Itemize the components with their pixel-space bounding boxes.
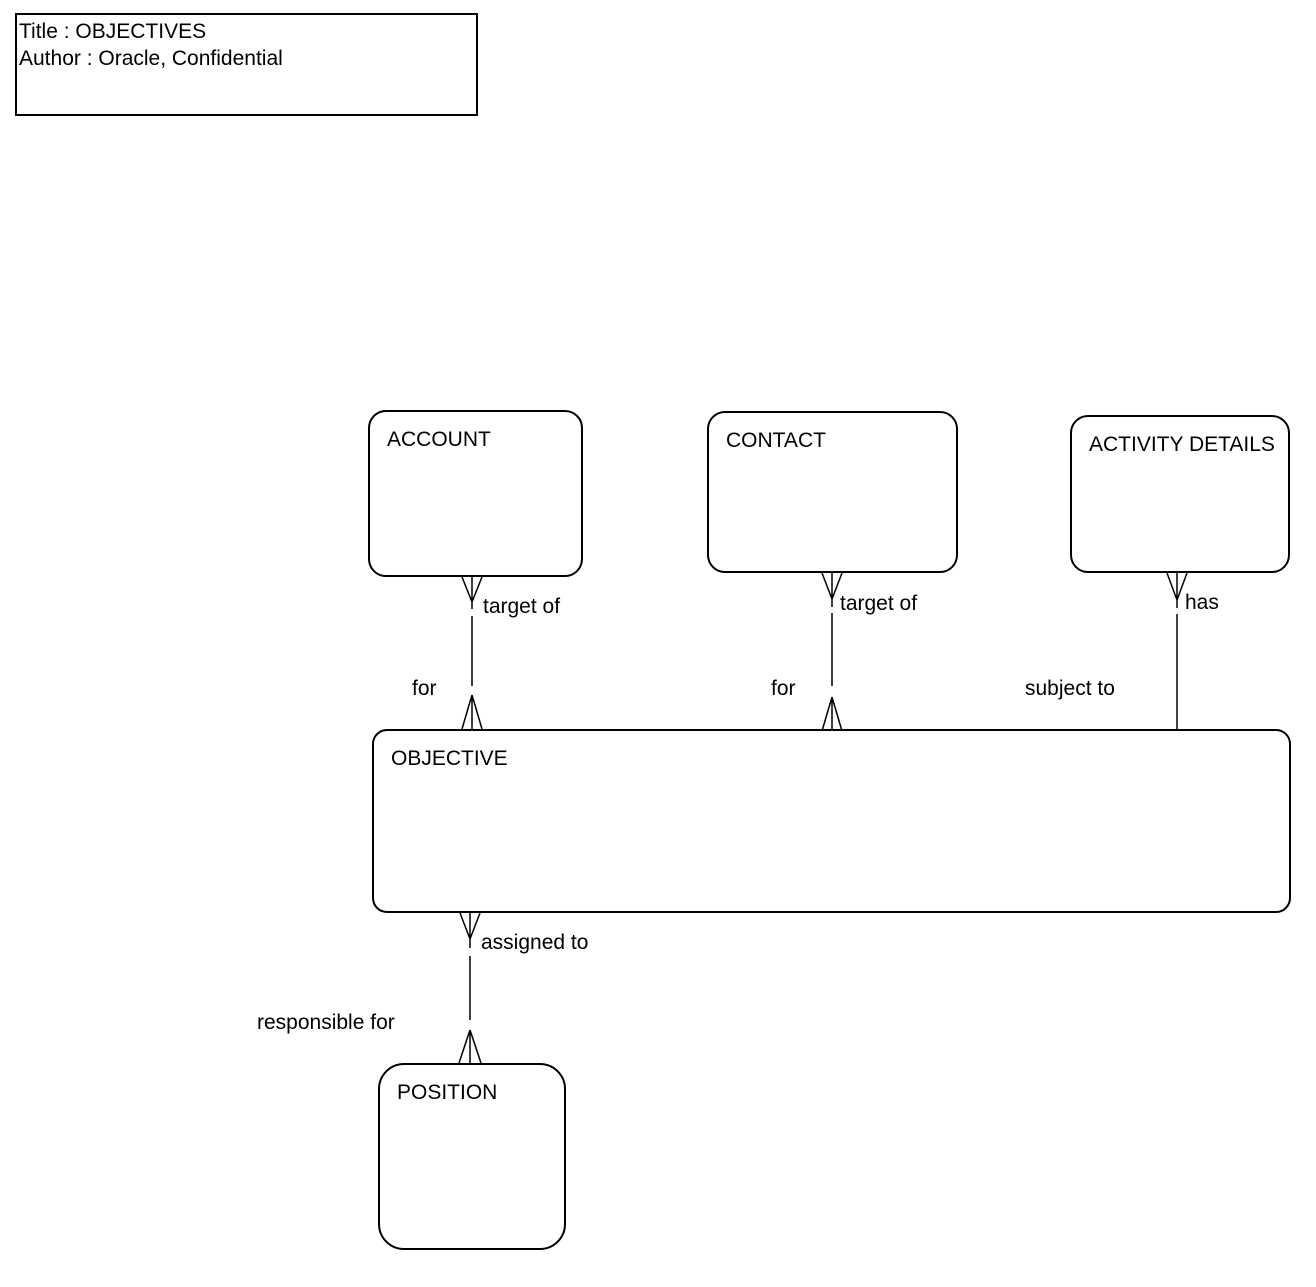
entity-contact bbox=[707, 411, 958, 573]
entity-account-label: ACCOUNT bbox=[387, 428, 491, 451]
entity-contact-label: CONTACT bbox=[726, 429, 826, 452]
title-block bbox=[15, 13, 478, 116]
entity-activity-details-label: ACTIVITY DETAILS bbox=[1089, 433, 1275, 456]
relationship-line-objective-position bbox=[459, 913, 481, 1063]
relationship-label-account-for: for bbox=[412, 677, 437, 700]
relationship-label-account-target-of: target of bbox=[483, 595, 561, 618]
entity-position-label: POSITION bbox=[397, 1081, 498, 1104]
relationship-line-contact-objective bbox=[822, 573, 842, 731]
relationship-label-contact-for: for bbox=[771, 677, 796, 700]
relationship-label-subject-to: subject to bbox=[1025, 677, 1115, 700]
relationship-label-assigned-to: assigned to bbox=[481, 931, 589, 954]
entity-activity-details bbox=[1070, 415, 1290, 573]
relationship-label-has: has bbox=[1185, 591, 1219, 614]
entity-account bbox=[368, 410, 583, 577]
entity-objective bbox=[372, 729, 1291, 913]
entity-position bbox=[378, 1063, 566, 1250]
entity-objective-label: OBJECTIVE bbox=[391, 747, 508, 770]
relationship-line-account-objective bbox=[462, 577, 482, 729]
relationship-label-responsible-for: responsible for bbox=[257, 1011, 395, 1034]
relationship-line-activity-objective bbox=[1167, 573, 1187, 729]
relationship-label-contact-target-of: target of bbox=[840, 592, 918, 615]
diagram-author: Author : Oracle, Confidential bbox=[19, 47, 283, 70]
diagram-title: Title : OBJECTIVES bbox=[19, 20, 207, 43]
